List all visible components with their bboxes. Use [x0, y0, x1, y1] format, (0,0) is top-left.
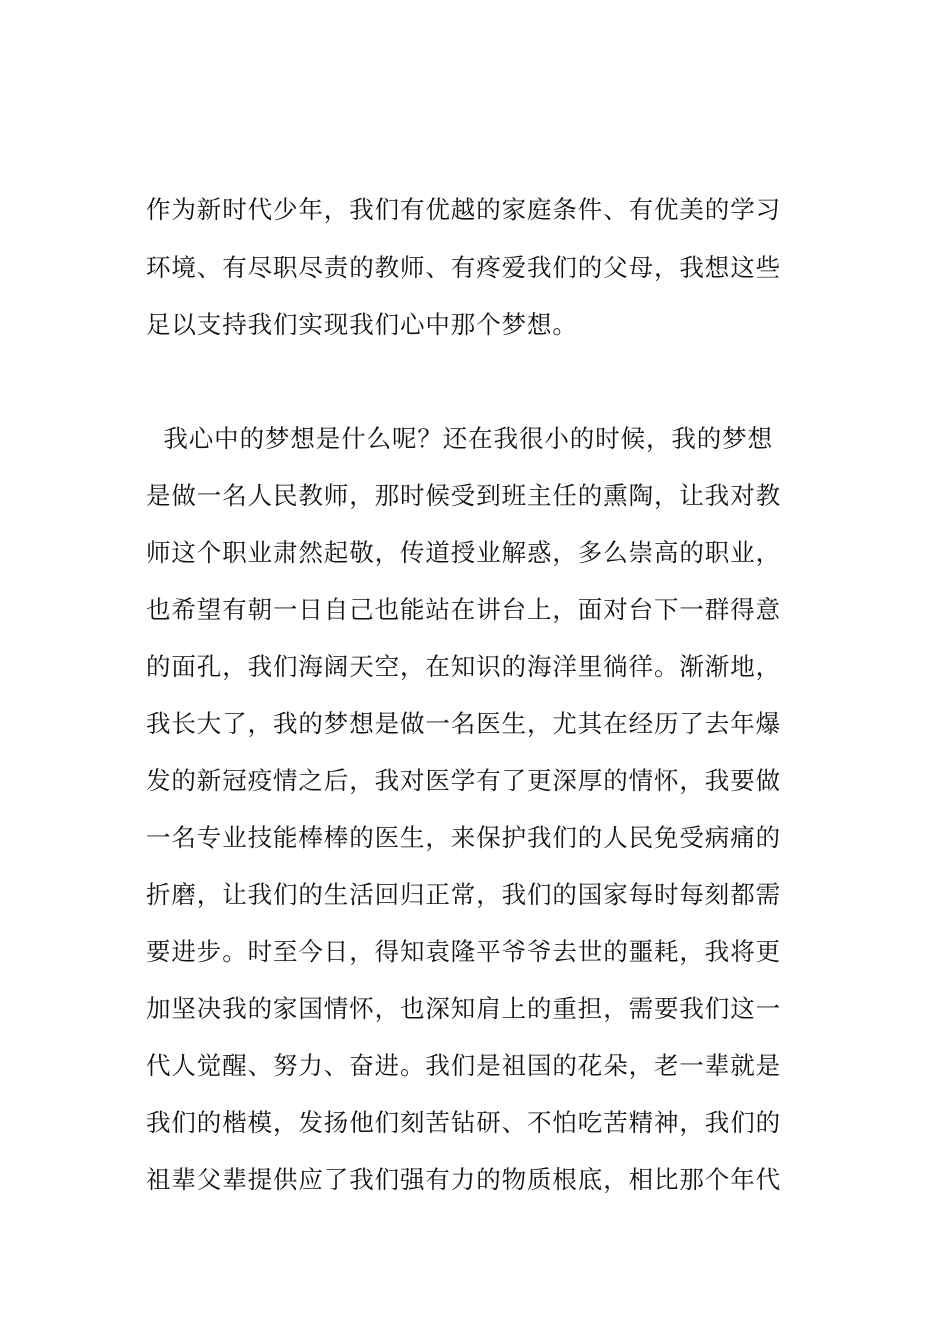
text-line: 发的新冠疫情之后，我对医学有了更深厚的情怀，我要做 — [146, 766, 781, 795]
text-line: 要进步。时至今日，得知袁隆平爷爷去世的噩耗，我将更 — [146, 937, 781, 966]
text-line: 也希望有朝一日自己也能站在讲台上，面对台下一群得意 — [146, 595, 781, 624]
text-line: 一名专业技能棒棒的医生，来保护我们的人民免受病痛的 — [146, 823, 781, 852]
text-line: 作为新时代少年，我们有优越的家庭条件、有优美的学习 — [146, 195, 781, 224]
text-line: 师这个职业肃然起敬，传道授业解惑，多么崇高的职业， — [146, 538, 781, 567]
text-line: 折磨，让我们的生活回归正常，我们的国家每时每刻都需 — [146, 880, 781, 909]
text-line: 代人觉醒、努力、奋进。我们是祖国的花朵，老一辈就是 — [146, 1051, 781, 1080]
text-line: 祖辈父辈提供应了我们强有力的物质根底，相比那个年代 — [146, 1165, 781, 1194]
text-line: 我心中的梦想是什么呢？还在我很小的时候，我的梦想 — [146, 424, 773, 453]
text-line: 我长大了，我的梦想是做一名医生，尤其在经历了去年爆 — [146, 709, 781, 738]
text-line: 是做一名人民教师，那时候受到班主任的熏陶，让我对教 — [146, 481, 781, 510]
text-line: 环境、有尽职尽责的教师、有疼爱我们的父母，我想这些 — [146, 253, 781, 282]
text-line: 的面孔，我们海阔天空，在知识的海洋里徜徉。渐渐地， — [146, 652, 781, 681]
text-line: 加坚决我的家国情怀，也深知肩上的重担，需要我们这一 — [146, 994, 781, 1023]
text-line: 我们的楷模，发扬他们刻苦钻研、不怕吃苦精神，我们的 — [146, 1108, 781, 1137]
text-line: 足以支持我们实现我们心中那个梦想。 — [146, 310, 578, 339]
